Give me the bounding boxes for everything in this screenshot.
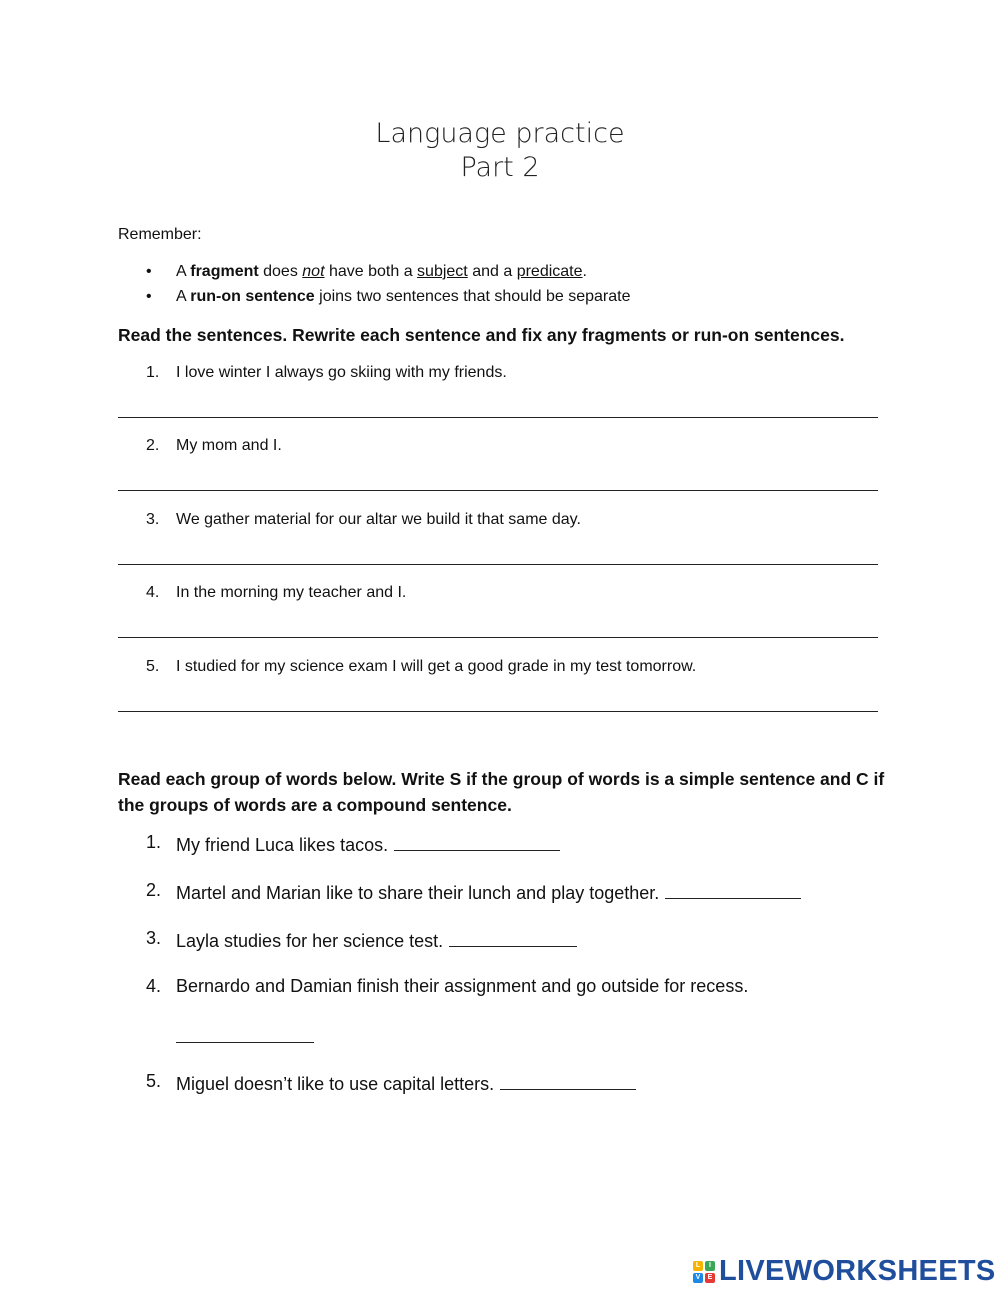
sentence-row [176, 880, 801, 904]
item-number: 3. [146, 928, 162, 948]
answer-line[interactable] [118, 417, 878, 418]
rule-run-on: A run-on sentence joins two sentences that should be separate [176, 288, 631, 305]
item-number: 4. [146, 584, 160, 601]
item-number: 1. [146, 364, 160, 381]
sentence-text: I studied for my science exam I will get a good grade in my test tomorrow. [176, 658, 697, 675]
item-number: 5. [146, 658, 160, 675]
page-subtitle: Part 2 [460, 152, 540, 183]
sentence-text: My friend Luca likes tacos. [176, 835, 389, 855]
item-number: 2. [146, 437, 160, 454]
rule-fragment: A fragment does not have both a subject and a predicate. [176, 263, 587, 280]
answer-blank[interactable] [176, 1024, 314, 1043]
item-number: 4. [146, 976, 162, 996]
section2-heading-line2: the groups of words are a compound sentence. [118, 795, 512, 815]
answer-blank[interactable] [449, 928, 577, 947]
answer-line[interactable] [118, 490, 878, 491]
section1-heading: Read the sentences. Rewrite each sentence and fix any fragments or run-on sentences. [118, 325, 845, 345]
answer-line[interactable] [118, 564, 878, 565]
answer-line[interactable] [118, 637, 878, 638]
page-title: Language practice [375, 118, 625, 149]
sentence-text: Martel and Marian like to share their lunch and play together. [176, 883, 660, 903]
sentence-text: In the morning my teacher and I. [176, 584, 407, 601]
sentence-row [176, 1071, 636, 1095]
sentence-row [176, 928, 577, 952]
answer-line[interactable] [118, 711, 878, 712]
liveworksheets-logo [693, 1255, 996, 1288]
bullet-dot: • [146, 288, 152, 305]
answer-blank[interactable] [665, 880, 801, 899]
remember-label: Remember: [118, 226, 202, 243]
sentence-text: We gather material for our altar we build it that same day. [176, 511, 581, 528]
answer-blank[interactable] [394, 832, 560, 851]
item-number: 5. [146, 1071, 162, 1091]
answer-row [176, 1024, 314, 1048]
sentence-text: I love winter I always go skiing with my friends. [176, 364, 507, 381]
sentence-text: Bernardo and Damian finish their assignment and go outside for recess. [176, 976, 749, 996]
item-number: 2. [146, 880, 162, 900]
section2-heading-line1: Read each group of words below. Write S if the group of words is a simple sentence and C if [118, 769, 885, 789]
sentence-text: Layla studies for her science test. [176, 931, 444, 951]
sentence-text: My mom and I. [176, 437, 282, 454]
bullet-dot: • [146, 263, 152, 280]
sentence-text: Miguel doesn’t like to use capital letters. [176, 1074, 495, 1094]
logo-icon: L I V E [693, 1261, 715, 1283]
sentence-row [176, 832, 560, 856]
item-number: 1. [146, 832, 162, 852]
answer-blank[interactable] [500, 1071, 636, 1090]
logo-text: LIVEWORKSHEETS [719, 1255, 996, 1287]
item-number: 3. [146, 511, 160, 528]
